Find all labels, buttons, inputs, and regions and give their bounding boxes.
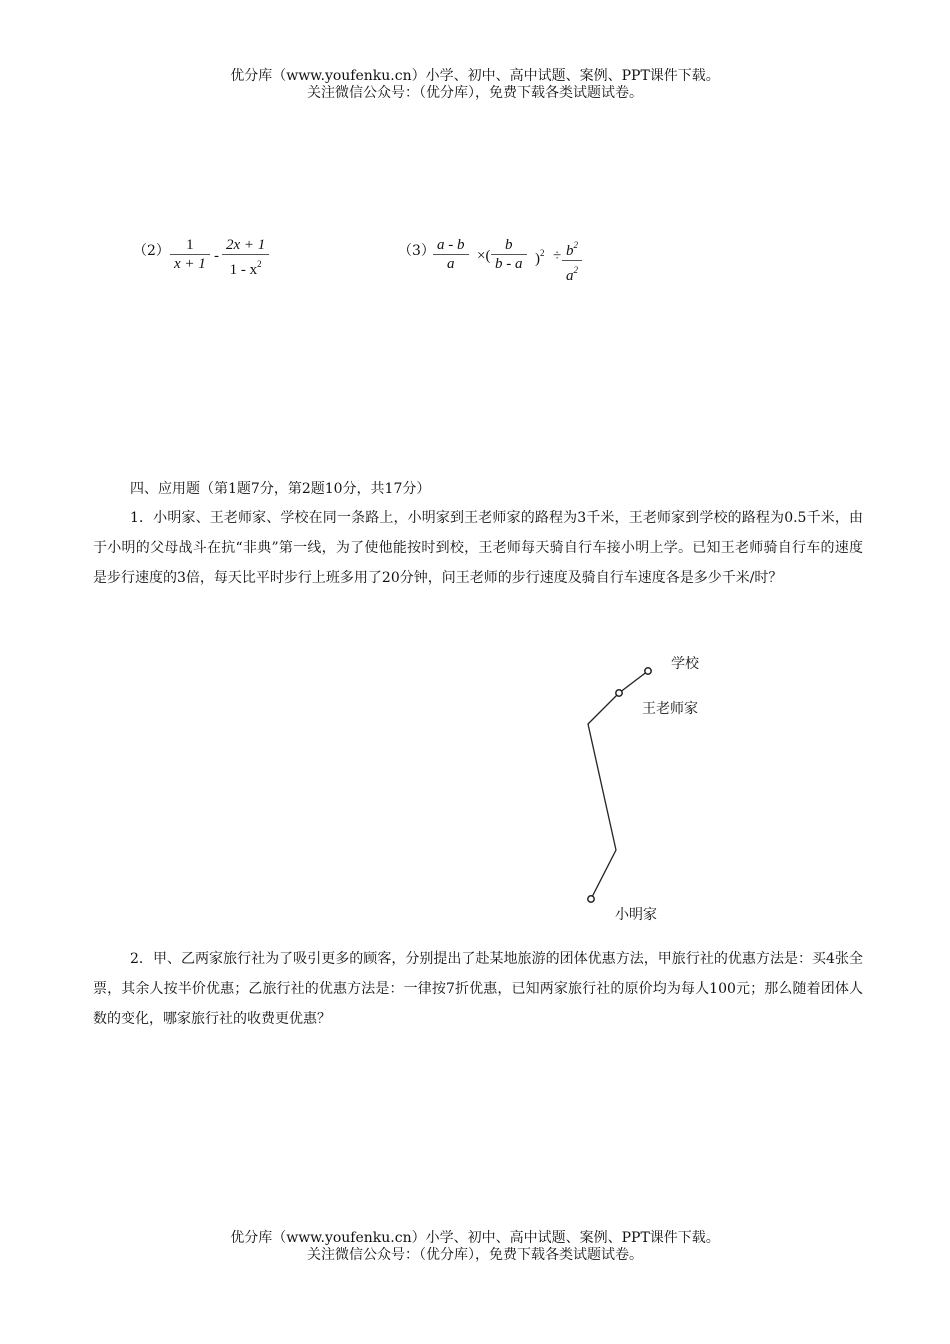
fraction-numerator: 2x + 1	[226, 237, 266, 253]
exponent: 2	[257, 259, 262, 269]
denominator-text: a	[566, 268, 574, 284]
fraction-denominator: a	[433, 254, 469, 273]
fraction-numerator: a - b	[437, 237, 465, 253]
denominator-text: 1 - x	[229, 262, 258, 278]
exponent: 2	[573, 240, 578, 250]
fraction-numerator: 1	[186, 237, 194, 253]
fraction-denominator	[562, 260, 582, 285]
teacher-home-marker	[616, 690, 622, 696]
page-header	[0, 68, 950, 102]
close-paren-text: )	[535, 251, 540, 267]
footer-line-1: 优分库（www.youfenku.cn）小学、初中、高中试题、案例、PPT课件下载。	[230, 1230, 720, 1246]
problem-2-fraction-1	[170, 236, 210, 273]
footer-line-2: 关注微信公众号：（优分库），免费下载各类试题试卷。	[307, 1247, 643, 1263]
route-diagram-svg	[560, 645, 760, 935]
exponent: 2	[540, 248, 545, 258]
numerator-text: b	[566, 243, 574, 259]
question-2: 2．甲、乙两家旅行社为了吸引更多的顾客，分别提出了赴某地旅游的团体优惠方法，甲旅行社的优惠方法是：买4张全票，其余人按半价优惠；乙旅行社的优惠方法是：一律按7折优惠，已知两家旅行社的原价均为每人100元；那么随着团体人数的变化，哪家旅行社的收费更优惠？	[93, 951, 863, 1027]
problem-2-fraction-2	[222, 236, 269, 279]
fraction-denominator: x + 1	[170, 254, 210, 273]
problem-3-label: （3）	[398, 243, 435, 259]
school-marker	[645, 668, 651, 674]
fraction-numerator: b	[505, 237, 513, 253]
page-footer	[0, 1230, 950, 1264]
exponent: 2	[573, 265, 578, 275]
problem-3-fraction-2	[491, 236, 527, 273]
fraction-denominator: b - a	[491, 254, 527, 273]
xiaoming-home-marker	[588, 896, 594, 902]
times-open-paren: ×(	[477, 248, 491, 264]
problem-2-label: （2）	[133, 243, 170, 259]
divide-sign: ÷	[553, 248, 562, 264]
fraction-denominator	[222, 254, 269, 279]
route-line	[588, 671, 648, 899]
school-label: 学校	[671, 656, 699, 672]
fraction-numerator	[562, 236, 582, 260]
section-title: 四、应用题（第1题7分，第2题10分，共17分）	[130, 481, 431, 497]
header-line-1: 优分库（www.youfenku.cn）小学、初中、高中试题、案例、PPT课件下载。	[230, 68, 720, 84]
route-diagram	[560, 645, 760, 935]
teacher-home-label: 王老师家	[642, 701, 698, 717]
problem-3-fraction-1	[433, 236, 469, 273]
close-paren	[535, 248, 545, 268]
problem-3-fraction-3	[562, 236, 582, 285]
xiaoming-home-label: 小明家	[615, 907, 657, 923]
minus-sign: -	[214, 248, 219, 264]
header-line-2: 关注微信公众号：（优分库），免费下载各类试题试卷。	[307, 85, 643, 101]
question-1: 1．小明家、王老师家、学校在同一条路上，小明家到王老师家的路程为3千米，王老师家到学校的路程为0.5千米，由于小明的父母战斗在抗“非典”第一线，为了使他能按时到校，王老师每天骑自行车接小明上学。已知王老师骑自行车的速度是步行速度的3倍，每天比平时步行上班多用了20分钟，问王老师的步行速度及骑自行车速度各是多少千米/时？	[93, 510, 863, 586]
